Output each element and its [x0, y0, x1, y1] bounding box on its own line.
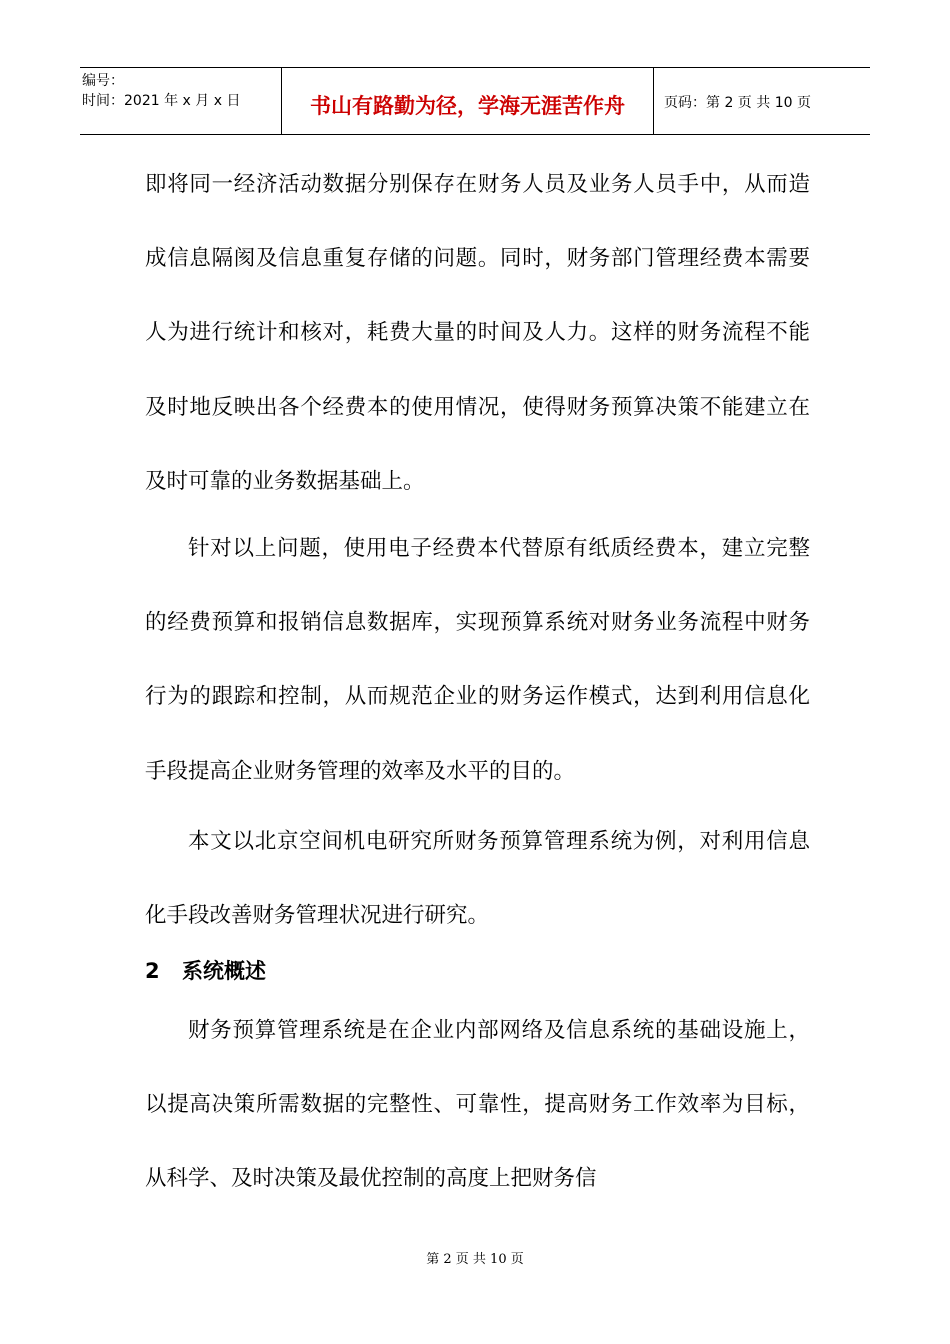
body-paragraph: 本文以北京空间机电研究所财务预算管理系统为例，对利用信息化手段改善财务管理状况进行研究。 [145, 829, 810, 929]
body-paragraph: 财务预算管理系统是在企业内部网络及信息系统的基础设施上，以提高决策所需数据的完整性、可靠性，提高财务工作效率为目标，从科学、及时决策及最优控制的高度上把财务信 [145, 1018, 810, 1192]
body-paragraph: 即将同一经济活动数据分别保存在财务人员及业务人员手中，从而造成信息隔阂及信息重复存储的问题。同时，财务部门管理经费本需要人为进行统计和核对，耗费大量的时间及人力。这样的财务流程不能及时地反映出各个经费本的使用情况，使得财务预算决策不能建立在及时可靠的业务数据基础上。 [145, 172, 810, 494]
header-page-number: 页码：第 2 页 共 10 页 [664, 95, 811, 111]
body-paragraph: 针对以上问题，使用电子经费本代替原有纸质经费本，建立完整的经费预算和报销信息数据库，实现预算系统对财务业务流程中财务行为的跟踪和控制，从而规范企业的财务运作模式，达到利用信息化手段提高企业财务管理的效率及水平的目的。 [145, 536, 810, 784]
page-footer: 第 2 页 共 10 页 [426, 1252, 524, 1267]
header-info-cell [80, 68, 282, 134]
header-motto-cell [282, 68, 654, 134]
header-motto: 书山有路勤为径，学海无涯苦作舟 [310, 94, 625, 118]
section-title: 系统概述 [182, 959, 266, 983]
document-number-label: 编号： [82, 73, 124, 89]
section-heading [145, 955, 266, 985]
section-number: 2 [145, 959, 160, 983]
header-page-cell [654, 68, 870, 134]
document-header [80, 67, 870, 135]
document-date-label: 时间：2021 年 x 月 x 日 [82, 93, 241, 109]
